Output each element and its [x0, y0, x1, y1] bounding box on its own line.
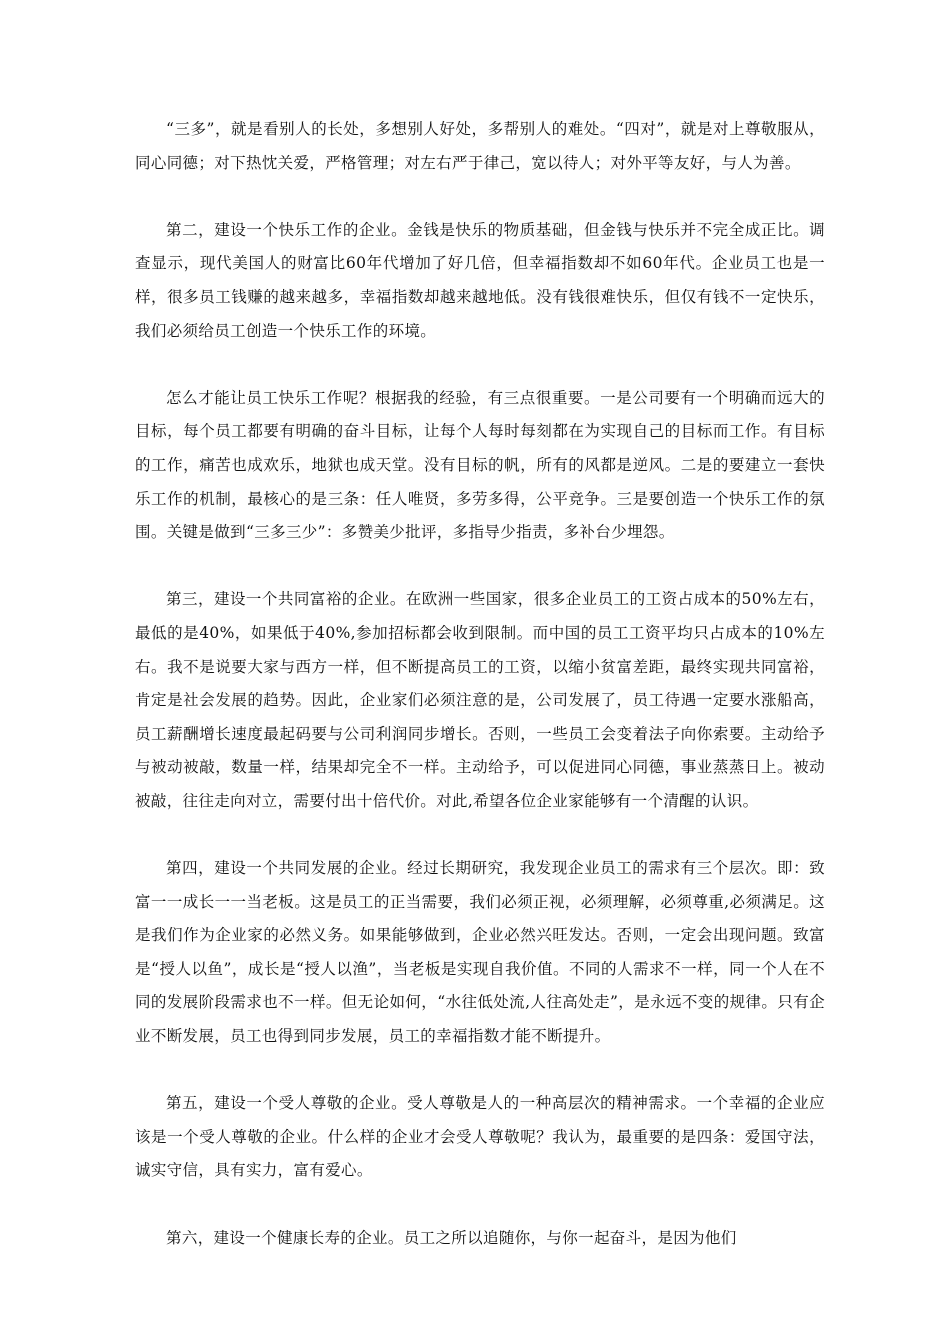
paragraph-7: 第六，建设一个健康长寿的企业。员工之所以追随你，与你一起奋斗，是因为他们 — [166, 1228, 737, 1247]
paragraph-6: 第五，建设一个受人尊敬的企业。受人尊敬是人的一种高层次的精神需求。一个幸福的企业应该是一个受人尊敬的企业。什么样的企业才会受人尊敬呢？我认为，最重要的是四条：爱国守法，诚实守信，具有实力，富有爱心。 — [135, 1094, 825, 1180]
paragraph-2: 第二，建设一个快乐工作的企业。金钱是快乐的物质基础，但金钱与快乐并不完全成正比。调查显示，现代美国人的财富比60年代增加了好几倍，但幸福指数却不如60年代。企业员工也是一样，很多员工钱赚的越来越多，幸福指数却越来越地低。没有钱很难快乐，但仅有钱不一定快乐，我们必须给员工创造一个快乐工作的环境。 — [135, 220, 825, 340]
paragraph-5: 第四，建设一个共同发展的企业。经过长期研究，我发现企业员工的需求有三个层次。即：致富一一成长一一当老板。这是员工的正当需要，我们必须正视，必须理解，必须尊重,必须满足。这是我们作为企业家的必然义务。如果能够做到，企业必然兴旺发达。否则，一定会出现问题。致富是“授人以鱼”，成长是“授人以渔”，当老板是实现自我价值。不同的人需求不一样，同一个人在不同的发展阶段需求也不一样。但无论如何，“水往低处流,人往高处走”，是永远不变的规律。只有企业不断发展，员工也得到同步发展，员工的幸福指数才能不断提升。 — [135, 859, 825, 1046]
paragraph-4: 第三，建设一个共同富裕的企业。在欧洲一些国家，很多企业员工的工资占成本的50%左右，最低的是40%，如果低于40%,参加招标都会收到限制。而中国的员工工资平均只占成本的10%左右。我不是说要大家与西方一样，但不断提高员工的工资，以缩小贫富差距，最终实现共同富裕，肯定是社会发展的趋势。因此，企业家们必须注意的是，公司发展了，员工待遇一定要水涨船高，员工薪酬增长速度最起码要与公司利润同步增长。否则，一些员工会变着法子向你索要。主动给予与被动被敲，数量一样，结果却完全不一样。主动给予，可以促进同心同德，事业蒸蒸日上。被动被敲，往往走向对立，需要付出十倍代价。对此,希望各位企业家能够有一个清醒的认识。 — [135, 590, 825, 810]
paragraph-1: “三多”，就是看别人的长处，多想别人好处，多帮别人的难处。“四对”，就是对上尊敬服从，同心同德；对下热忱关爱，严格管理；对左右严于律己，宽以待人；对外平等友好，与人为善。 — [135, 120, 825, 172]
document-body — [135, 113, 825, 1289]
paragraph-3: 怎么才能让员工快乐工作呢？根据我的经验，有三点很重要。一是公司要有一个明确而远大的目标，每个员工都要有明确的奋斗目标，让每个人每时每刻都在为实现自己的目标而工作。有目标的工作，痛苦也成欢乐，地狱也成天堂。没有目标的帆，所有的风都是逆风。二是的要建立一套快乐工作的机制，最核心的是三条：任人唯贤，多劳多得，公平竞争。三是要创造一个快乐工作的氛围。关键是做到“三多三少”：多赞美少批评，多指导少指责，多补台少埋怨。 — [135, 388, 825, 542]
